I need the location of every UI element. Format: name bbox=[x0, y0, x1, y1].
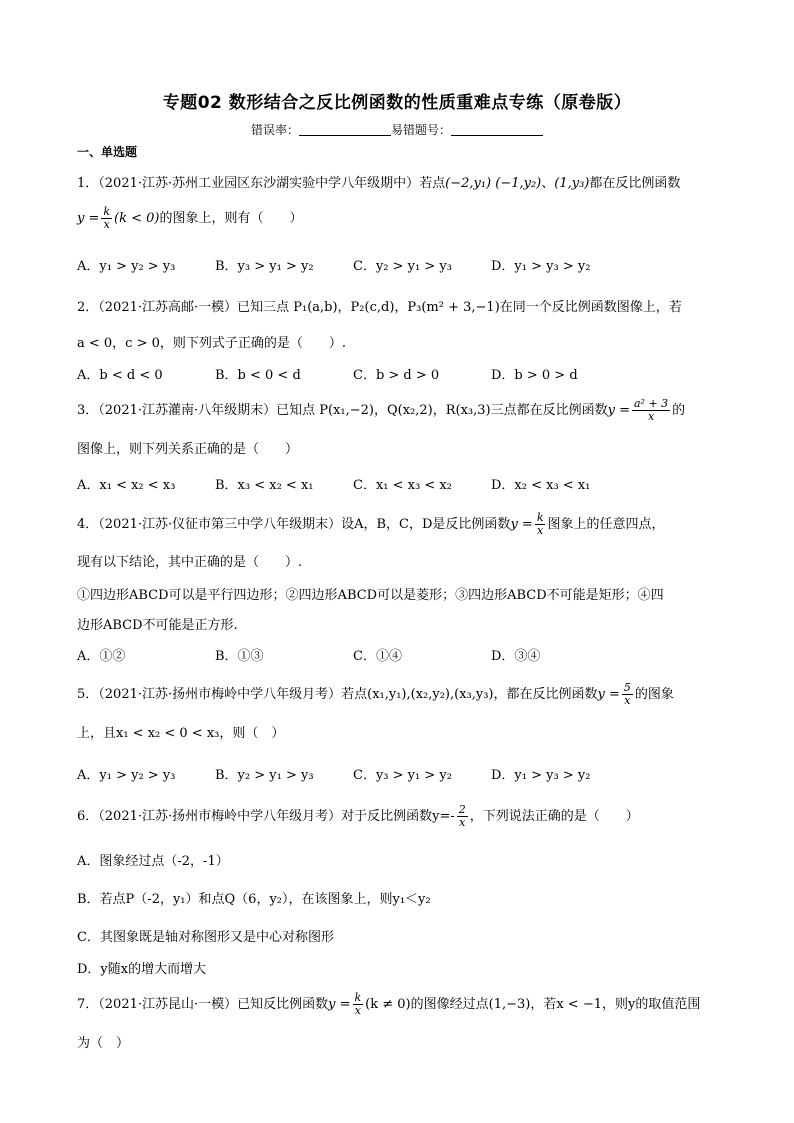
q5-option-d: D．y₁ > y₃ > y₂ bbox=[491, 768, 591, 783]
q4-option-b: B．①③ bbox=[215, 649, 264, 664]
q1-line1 bbox=[77, 172, 680, 191]
q6-frac-num: 2 bbox=[458, 803, 466, 816]
q4-fraction bbox=[535, 512, 546, 537]
q5-text: 5．（2021·江苏·扬州市梅岭中学八年级月考）若点(x₁,y₁),(x₂,y₂),(x₃,y₃)，都在反比例函数 bbox=[77, 687, 598, 702]
q3-y-eq: y = bbox=[607, 403, 630, 418]
q7-y-eq: y = bbox=[328, 997, 351, 1012]
q1-y-eq: y = bbox=[77, 211, 100, 226]
section-heading: 一、单选题 bbox=[77, 145, 138, 159]
q5-line1 bbox=[77, 682, 674, 707]
q5-frac-den: x bbox=[624, 694, 631, 707]
q4-option-d: D．③④ bbox=[491, 649, 541, 664]
q1-condition: (k < 0) bbox=[114, 211, 160, 226]
q7-line2: 为（ ） bbox=[77, 1036, 130, 1051]
q6-fraction bbox=[457, 804, 468, 829]
q1-tail: 都在反比例函数 bbox=[589, 176, 681, 191]
q4-tail: 图象上的任意四点， bbox=[547, 517, 665, 532]
q4-text: 4．（2021·江苏·仪征市第三中学八年级期末）设A，B，C，D是反比例函数 bbox=[77, 517, 511, 532]
q1-sep: 、 bbox=[541, 176, 555, 191]
error-rate-line bbox=[0, 121, 794, 138]
q1-frac-den: x bbox=[103, 218, 110, 231]
q5-frac-num: 5 bbox=[623, 681, 631, 694]
q6-option-c: C．其图象既是轴对称图形又是中心对称图形 bbox=[77, 930, 334, 945]
q3-option-c: C．x₁ < x₃ < x₂ bbox=[353, 478, 452, 493]
q5-tail: 的图象 bbox=[634, 687, 674, 702]
q3-option-a: A．x₁ < x₂ < x₃ bbox=[77, 478, 176, 493]
page-title: 专题02 数形结合之反比例函数的性质重难点专练（原卷版） bbox=[162, 93, 632, 113]
error-items-label: 易错题号： bbox=[391, 123, 452, 137]
q7-text: 7．（2021·江苏昆山·一模）已知反比例函数 bbox=[77, 997, 329, 1012]
q4-option-a: A．①② bbox=[77, 649, 126, 664]
q6-text: 6．（2021·江苏·扬州市梅岭中学八年级月考）对于反比例函数y=- bbox=[77, 809, 455, 824]
q4-option-c: C．①④ bbox=[353, 649, 402, 664]
error-items-blank bbox=[451, 123, 543, 136]
q1-source: 1．（2021·江苏·苏州工业园区东沙湖实验中学八年级期中）若点 bbox=[77, 176, 446, 191]
q2-option-d: D．b > 0 > d bbox=[491, 368, 578, 383]
q4-frac-den: x bbox=[537, 524, 544, 537]
q5-fraction bbox=[622, 682, 633, 707]
q5-option-a: A．y₁ > y₂ > y₃ bbox=[77, 768, 176, 783]
q2-line1: 2．（2021·江苏高邮·一模）已知三点 P₁(a,b)，P₂(c,d)，P₃(m² + 3,−1)在同一个反比例函数图像上，若 bbox=[77, 300, 682, 315]
q6-line1 bbox=[77, 804, 639, 829]
q3-option-b: B．x₃ < x₂ < x₁ bbox=[215, 478, 314, 493]
q3-text: 3．（2021·江苏灌南·八年级期末）已知点 P(x₁,−2)，Q(x₂,2)，R(x₃,3)三点都在反比例函数 bbox=[77, 403, 608, 418]
q5-y-eq: y = bbox=[597, 687, 620, 702]
q6-option-d: D．y随x的增大而增大 bbox=[77, 962, 207, 977]
q3-line2: 图像上，则下列关系正确的是（ ） bbox=[77, 442, 299, 457]
q1-option-b: B．y₃ > y₁ > y₂ bbox=[215, 259, 314, 274]
q3-tail: 的 bbox=[672, 403, 686, 418]
q2-option-a: A．b < d < 0 bbox=[77, 368, 163, 383]
q1-point3: (1,y₃) bbox=[554, 176, 590, 191]
q1-option-a: A．y₁ > y₂ > y₃ bbox=[77, 259, 176, 274]
q6-option-b: B．若点P（-2，y₁）和点Q（6，y₂），在该图象上，则y₁＜y₂ bbox=[77, 892, 431, 907]
q3-line1 bbox=[77, 398, 685, 423]
q7-line1 bbox=[77, 992, 700, 1017]
q2-option-c: C．b > d > 0 bbox=[353, 368, 440, 383]
q3-fraction bbox=[632, 398, 670, 423]
q1-question: 的图象上，则有（ ） bbox=[159, 211, 303, 226]
error-rate-label: 错误率： bbox=[250, 123, 299, 137]
q2-option-b: B．b < 0 < d bbox=[215, 368, 301, 383]
q1-option-c: C．y₂ > y₁ > y₃ bbox=[353, 259, 452, 274]
q6-frac-den: x bbox=[459, 816, 466, 829]
q4-line1 bbox=[77, 512, 665, 537]
q4-frac-num: k bbox=[536, 511, 544, 524]
q7-fraction bbox=[353, 992, 364, 1017]
q2-line2: a < 0，c > 0，则下列式子正确的是（ ）. bbox=[77, 336, 347, 351]
q4-line3: ①四边形ABCD可以是平行四边形；②四边形ABCD可以是菱形；③四边形ABCD不可能是矩形；④四 bbox=[77, 588, 664, 603]
q5-option-c: C．y₃ > y₁ > y₂ bbox=[353, 768, 452, 783]
q5-line2: 上，且x₁ < x₂ < 0 < x₃，则（ ） bbox=[77, 726, 285, 741]
q1-points: (−2,y₁) (−1,y₂) bbox=[445, 176, 542, 191]
q7-frac-den: x bbox=[354, 1004, 361, 1017]
q1-line2 bbox=[77, 206, 303, 231]
q1-fraction bbox=[101, 206, 112, 231]
q5-option-b: B．y₂ > y₁ > y₃ bbox=[215, 768, 314, 783]
q1-option-d: D．y₁ > y₃ > y₂ bbox=[491, 259, 591, 274]
q6-tail: ，下列说法正确的是（ ） bbox=[469, 809, 639, 824]
q4-line2: 现有以下结论，其中正确的是（ ）. bbox=[77, 555, 303, 570]
q1-frac-num: k bbox=[103, 205, 111, 218]
q3-frac-num: a² + 3 bbox=[633, 397, 669, 410]
q3-option-d: D．x₂ < x₃ < x₁ bbox=[491, 478, 591, 493]
q7-frac-num: k bbox=[354, 991, 362, 1004]
q7-tail: (k ≠ 0)的图像经过点(1,−3)，若x < −1，则y的取值范围 bbox=[365, 997, 701, 1012]
q6-option-a: A．图象经过点（-2，-1） bbox=[77, 854, 229, 869]
q4-line4: 边形ABCD不可能是正方形. bbox=[77, 618, 238, 633]
error-rate-blank bbox=[299, 123, 391, 136]
q3-frac-den: x bbox=[647, 410, 655, 423]
q4-y-eq: y = bbox=[510, 517, 533, 532]
